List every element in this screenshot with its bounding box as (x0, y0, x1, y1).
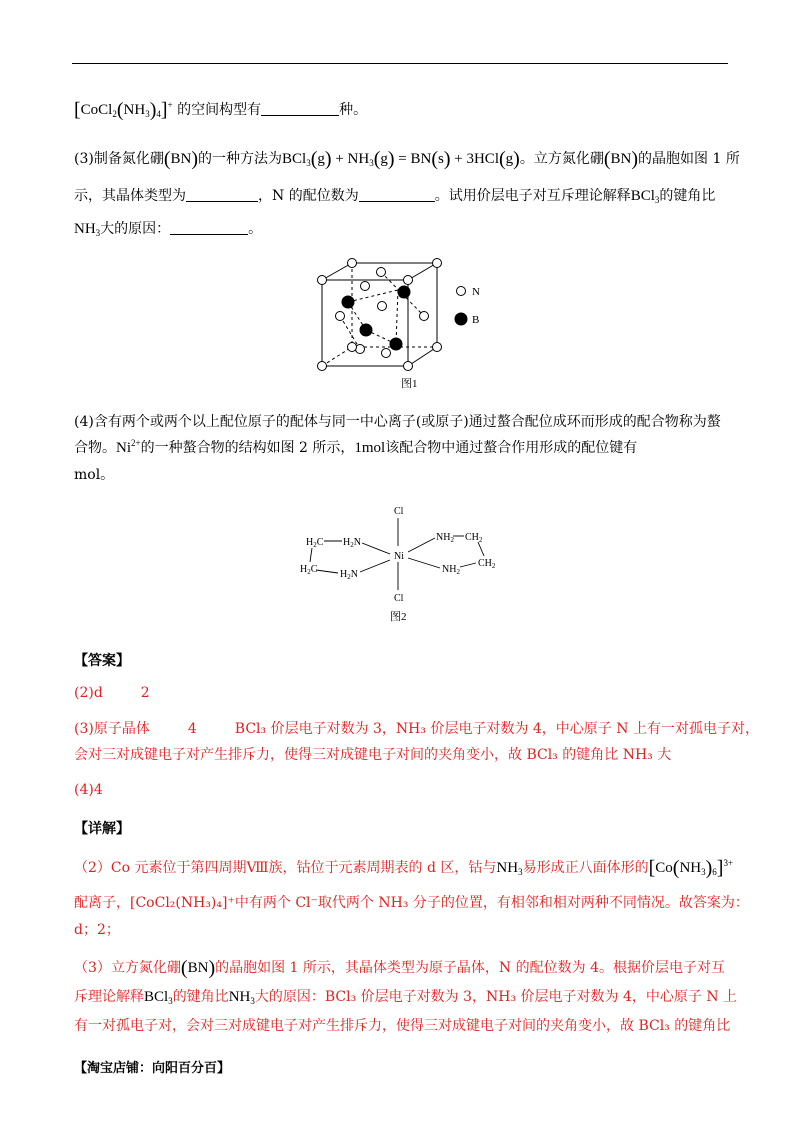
q3-line-3: $NH_3$大的原因： 。 (74, 221, 263, 238)
answer-2: (2)d 2 (74, 685, 150, 701)
legend-n-label: N (472, 286, 480, 298)
complex-formula: $[CoCl_2(NH_3)_4]^+$ (74, 99, 173, 121)
q4-line-3: mol。 (74, 467, 115, 483)
cl-top-label: Cl (394, 506, 404, 517)
bn-formula: (BN) (163, 148, 199, 170)
nh2-top-right: $NH_2$ (436, 532, 454, 544)
n-atom (433, 259, 442, 268)
n-atom (433, 343, 442, 352)
answer-4: (4)4 (74, 782, 103, 798)
legend-n-icon (457, 287, 466, 296)
ni-label: Ni (394, 551, 404, 562)
h2n-top-left: $H_2N$ (343, 537, 361, 549)
detail-3-line-1: （3）立方氮化硼(BN)的晶胞如图 1 所示，其晶体类型为原子晶体，N 的配位数为 4。根据价层电子对互 (74, 957, 725, 979)
ch2-top-right: $CH_2$ (465, 532, 483, 544)
n-atom (318, 362, 327, 371)
detail-2-line-2: 配离子，[CoCl₂(NH₃)₄]⁺中有两个 Cl⁻取代两个 NH₃ 分子的位置，有相邻和相对两种不同情况。故答案为： (74, 895, 749, 911)
h2c-top-left: $H_2C$ (306, 537, 324, 549)
blank-coordination (359, 187, 435, 202)
answer-3-line-2: 会对三对成键电子对产生排斥力，使得三对成键电子对间的夹角变小，故 BCl₃ 的键角比 NH₃ 大 (74, 747, 672, 763)
b-atom (390, 338, 403, 351)
detail-2-line-1: （2）Co 元素位于第四周期Ⅷ族，钴位于元素周期表的 d 区，钴与$NH_3$易形成正八面体形的$[Co(NH_3)_6]^{3+}$ (74, 857, 734, 879)
co-complex-formula: $[Co(NH_3)_6]^{3+}$ (648, 857, 734, 879)
reaction-equation: $BCl_3(g) + NH_3(g) = BN(s) + 3HCl(g)$ (282, 148, 520, 170)
n-atom (348, 259, 357, 268)
footer-shop-label: 【淘宝店铺：向阳百分百】 (74, 1061, 231, 1076)
n-atom (404, 362, 413, 371)
header-rule (72, 63, 728, 64)
nh2-bottom-right: $NH_2$ (442, 564, 460, 576)
ch2-bottom-right: $CH_2$ (478, 558, 496, 570)
figure-2-chelate (290, 500, 520, 630)
n-atom (361, 282, 370, 291)
blank-reason (170, 220, 248, 235)
figure-2-caption: 图2 (390, 611, 407, 623)
n-atom (420, 312, 429, 321)
blank-crystal-type (186, 187, 258, 202)
b-atom (342, 296, 355, 309)
figure-1-caption: 图1 (401, 378, 418, 390)
q3-line-1: (3)制备氮化硼(BN)的一种方法为$BCl_3(g) + NH_3(g) = BN(s) + 3HCl(g)$。立方氮化硼(BN)的晶胞如图 1 所 (74, 148, 740, 170)
n-atom (348, 343, 357, 352)
q4-line-2: 合物。$Ni^{2+}$的一种螯合物的结构如图 2 所示，1mol该配合物中通过螯合作用形成的配位键有 (74, 438, 638, 456)
q4-line-1: (4)含有两个或两个以上配位原子的配体与同一中心离子(或原子)通过螯合配位成环而形成的配合物称为螯 (74, 414, 721, 430)
q2-line: $[CoCl_2(NH_3)_4]^+$ 的空间构型有 种。 (74, 99, 368, 121)
legend-b-label: B (472, 314, 480, 326)
b-atom (360, 324, 373, 337)
h2c-bottom-left: $H_2C$ (300, 564, 318, 576)
n-atom (378, 302, 387, 311)
detail-tag: 【详解】 (74, 821, 130, 837)
n-atom (404, 276, 413, 285)
h2n-bottom-left: $H_2N$ (340, 569, 358, 581)
figure-1-unit-cell (300, 250, 500, 395)
detail-3-line-2: 斥理论解释BCl$_3$的键角比$NH_3$大的原因：BCl₃ 价层电子对数为 3，NH₃ 价层电子对数为 4，中心原子 N 上 (74, 989, 738, 1006)
detail-3-line-3: 有一对孤电子对，会对三对成键电子对产生排斥力，使得三对成键电子对间的夹角变小，故 BCl₃ 的键角比 (74, 1018, 731, 1034)
q3-line-2: 示，其晶体类型为 ，N 的配位数为 。试用价层电子对互斥理论解释BCl$_3$的键角比 (74, 188, 716, 205)
answer-tag: 【答案】 (74, 653, 130, 669)
detail-2-line-3: d；2； (74, 922, 120, 938)
cl-bottom-label: Cl (394, 593, 404, 604)
legend-b-icon (455, 313, 468, 326)
answer-3-line-1: (3)原子晶体 4 BCl₃ 价层电子对数为 3，NH₃ 价层电子对数为 4，中心原子 N 上有一对孤电子对， (74, 721, 759, 737)
n-atom (318, 276, 327, 285)
blank-q2 (261, 101, 339, 116)
b-atom (398, 286, 411, 299)
n-atom (377, 268, 386, 277)
n-atom (336, 312, 345, 321)
n-atom (382, 349, 391, 358)
